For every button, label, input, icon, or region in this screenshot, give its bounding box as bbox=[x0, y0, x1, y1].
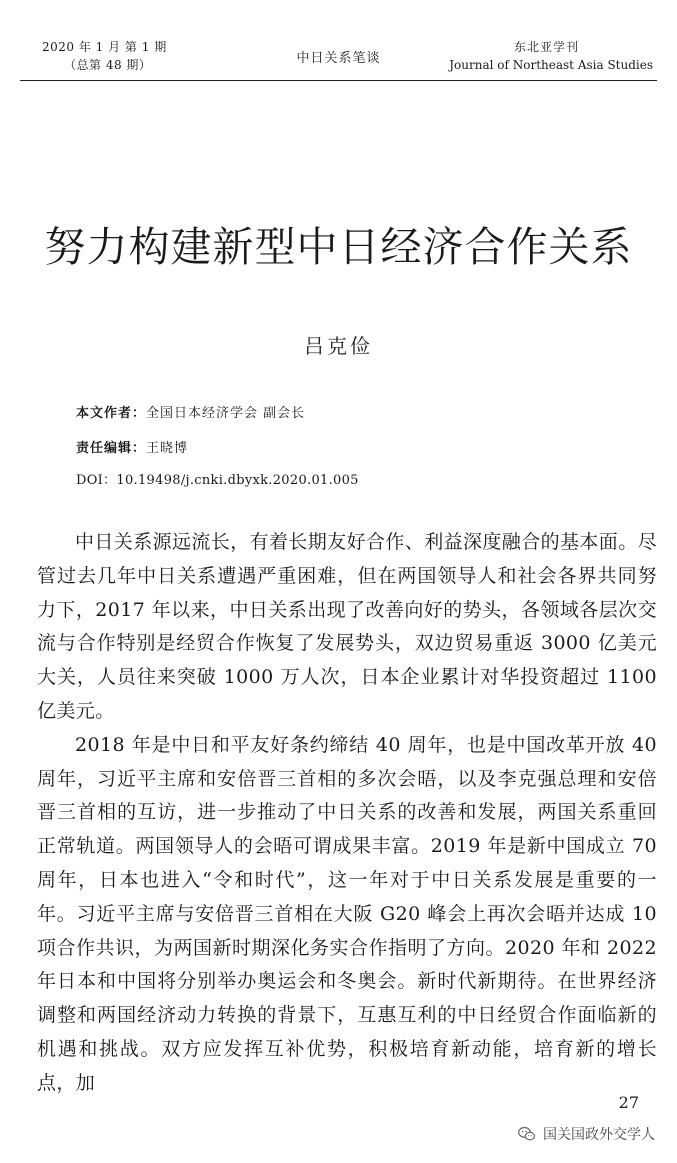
column-name: 中日关系笔谈 bbox=[296, 51, 381, 66]
page-number: 27 bbox=[618, 1093, 639, 1112]
journal-name-cn: 东北亚学刊 bbox=[513, 40, 579, 54]
issue-line-1: 2020 年 1 月 第 1 期 bbox=[42, 40, 167, 54]
doi[interactable]: DOI：10.19498/j.cnki.dbyxk.2020.01.005 bbox=[76, 473, 359, 488]
article-author: 吕克俭 bbox=[304, 334, 373, 358]
watermark bbox=[517, 1124, 655, 1144]
author-affiliation bbox=[76, 402, 305, 421]
wechat-icon bbox=[517, 1124, 537, 1144]
author-label: 本文作者： bbox=[76, 406, 147, 421]
author-value: 全国日本经济学会 副会长 bbox=[146, 406, 306, 421]
running-header bbox=[0, 0, 677, 80]
editor-label: 责任编辑： bbox=[76, 441, 147, 456]
paragraph: 中日关系源远流长，有着长期友好合作、利益深度融合的基本面。尽管过去几年中日关系遭遇严重困难，但在两国领导人和社会各界共同努力下，2017 年以来，中日关系出现了改善向好的势头，各领域各层次交流与合作特别是经贸合作恢复了发展势头，双边贸易重返 3000 亿美元大关，人员往来突破 1000 万人次，日本企业累计对华投资超过 1100 亿美元。 bbox=[37, 531, 658, 722]
journal-info bbox=[449, 38, 653, 74]
journal-name-en: Journal of Northeast Asia Studies bbox=[449, 58, 653, 72]
paragraph: 2018 年是中日和平友好条约缔结 40 周年，也是中国改革开放 40 周年，习近平主席和安倍晋三首相的多次会晤，以及李克强总理和安倍晋三首相的互访，进一步推动了中日关系的改善和发展，两国关系重回正常轨道。两国领导人的会晤可谓成果丰富。2019 年是新中国成立 70 周年，日本也进入“令和时代”，这一年对于中日关系发展是重要的一年。习近平主席与安倍晋三首相在大阪 G20 峰会上再次会晤并达成 10 项合作共识，为两国新时期深化务实合作指明了方向。2020 年和 2022 年日本和中国将分别举办奥运会和冬奥会。新时代新期待。在世界经济调整和两国经济动力转换的背景下，互惠互利的中日经贸合作面临新的机遇和挑战。双方应发挥互补优势，积极培育新动能，培育新的增长点，加 bbox=[37, 733, 657, 1094]
editor-value: 王晓博 bbox=[146, 441, 189, 456]
article-title: 努力构建新型中日经济合作关系 bbox=[44, 223, 633, 271]
header-rule bbox=[20, 80, 657, 81]
editor-line bbox=[76, 437, 188, 456]
watermark-text: 国关国政外交学人 bbox=[543, 1127, 655, 1143]
article-body bbox=[37, 526, 657, 1101]
issue-line-2: （总第 48 期） bbox=[64, 58, 152, 72]
